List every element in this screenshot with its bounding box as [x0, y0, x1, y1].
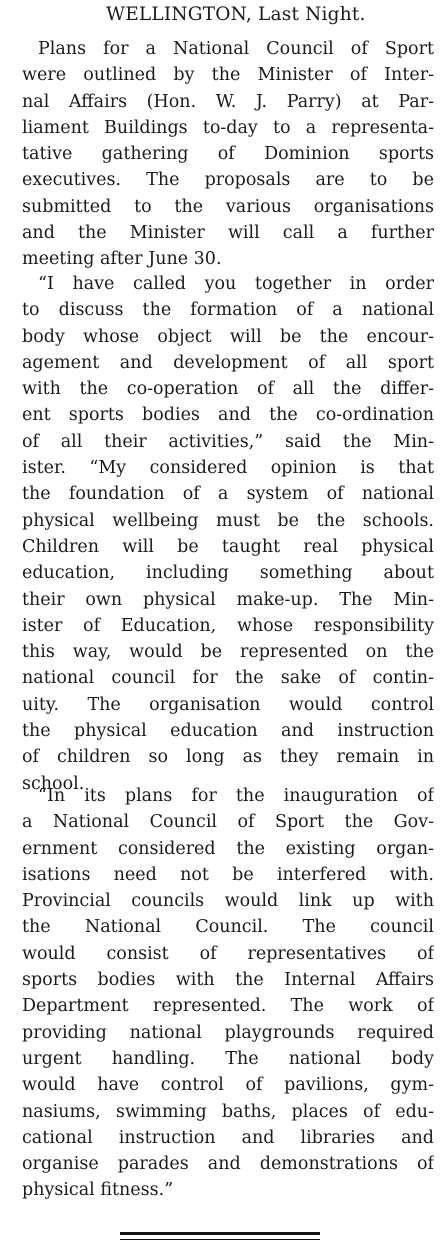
text-line: would consist of representatives of — [22, 943, 434, 964]
text-line: school. — [22, 773, 85, 794]
text-line: with the co-operation of all the differ- — [22, 379, 434, 400]
end-rule-thick — [120, 1232, 320, 1235]
text-line: education, including something about — [22, 563, 434, 584]
text-line: organise parades and demonstrations of — [22, 1154, 434, 1175]
end-rule-thin — [120, 1239, 320, 1240]
text-line: Provincial councils would link up with — [22, 891, 434, 912]
text-line: physical fitness.” — [22, 1180, 174, 1201]
paragraph-2 — [22, 271, 434, 797]
text-line: Children will be taught real physical — [22, 536, 434, 557]
text-line: tative gathering of Dominion sports — [22, 144, 434, 165]
text-line: ernment considered the existing organ- — [22, 838, 434, 859]
text-line: ister. “My considered opinion is that — [22, 458, 434, 479]
text-line: nasiums, swimming baths, places of edu- — [22, 1101, 434, 1122]
text-line: a National Council of Sport the Gov- — [22, 812, 434, 833]
text-line: the National Council. The council — [22, 917, 434, 938]
text-line: would have control of pavilions, gym- — [22, 1075, 434, 1096]
text-line: providing national playgrounds required — [22, 1022, 434, 1043]
text-line: “I have called you together in order — [38, 274, 434, 294]
text-line: isations need not be interfered with. — [22, 864, 434, 885]
text-line: were outlined by the Minister of Inter- — [22, 65, 434, 86]
text-line: Department represented. The work of — [22, 996, 434, 1017]
text-line: to discuss the formation of a national — [22, 300, 434, 321]
text-line: meeting after June 30. — [22, 249, 222, 270]
text-line: Plans for a National Council of Sport — [38, 39, 434, 59]
text-line: ent sports bodies and the co-ordination — [22, 405, 434, 426]
text-line: of children so long as they remain in — [22, 747, 434, 768]
text-line: and the Minister will call a further — [22, 223, 434, 244]
text-line: submitted to the various organisations — [22, 196, 434, 217]
text-line: of all their activities,” said the Min- — [22, 431, 434, 452]
text-line: sports bodies with the Internal Affairs — [22, 970, 434, 991]
text-line: physical wellbeing must be the schools. — [22, 510, 434, 531]
text-line: their own physical make-up. The Min- — [22, 589, 434, 610]
paragraph-3 — [22, 783, 434, 1204]
text-line: uity. The organisation would control — [22, 694, 434, 715]
text-line: “In its plans for the inauguration of — [38, 786, 434, 806]
text-line: the foundation of a system of national — [22, 484, 434, 505]
text-line: cational instruction and libraries and — [22, 1127, 434, 1148]
text-line: urgent handling. The national body — [22, 1048, 434, 1069]
paragraph-1 — [22, 36, 434, 273]
text-line: the physical education and instruction — [22, 721, 434, 742]
dateline: WELLINGTON, Last Night. — [106, 4, 366, 25]
text-line: body whose object will be the encour- — [22, 326, 434, 347]
text-line: executives. The proposals are to be — [22, 170, 434, 191]
text-line: national council for the sake of contin- — [22, 668, 434, 689]
text-line: nal Affairs (Hon. W. J. Parry) at Par- — [22, 91, 434, 112]
text-line: agement and development of all sport — [22, 352, 434, 373]
text-line: liament Buildings to-day to a representa- — [22, 117, 434, 138]
text-line: this way, would be represented on the — [22, 642, 434, 663]
text-line: ister of Education, whose responsibility — [22, 615, 434, 636]
